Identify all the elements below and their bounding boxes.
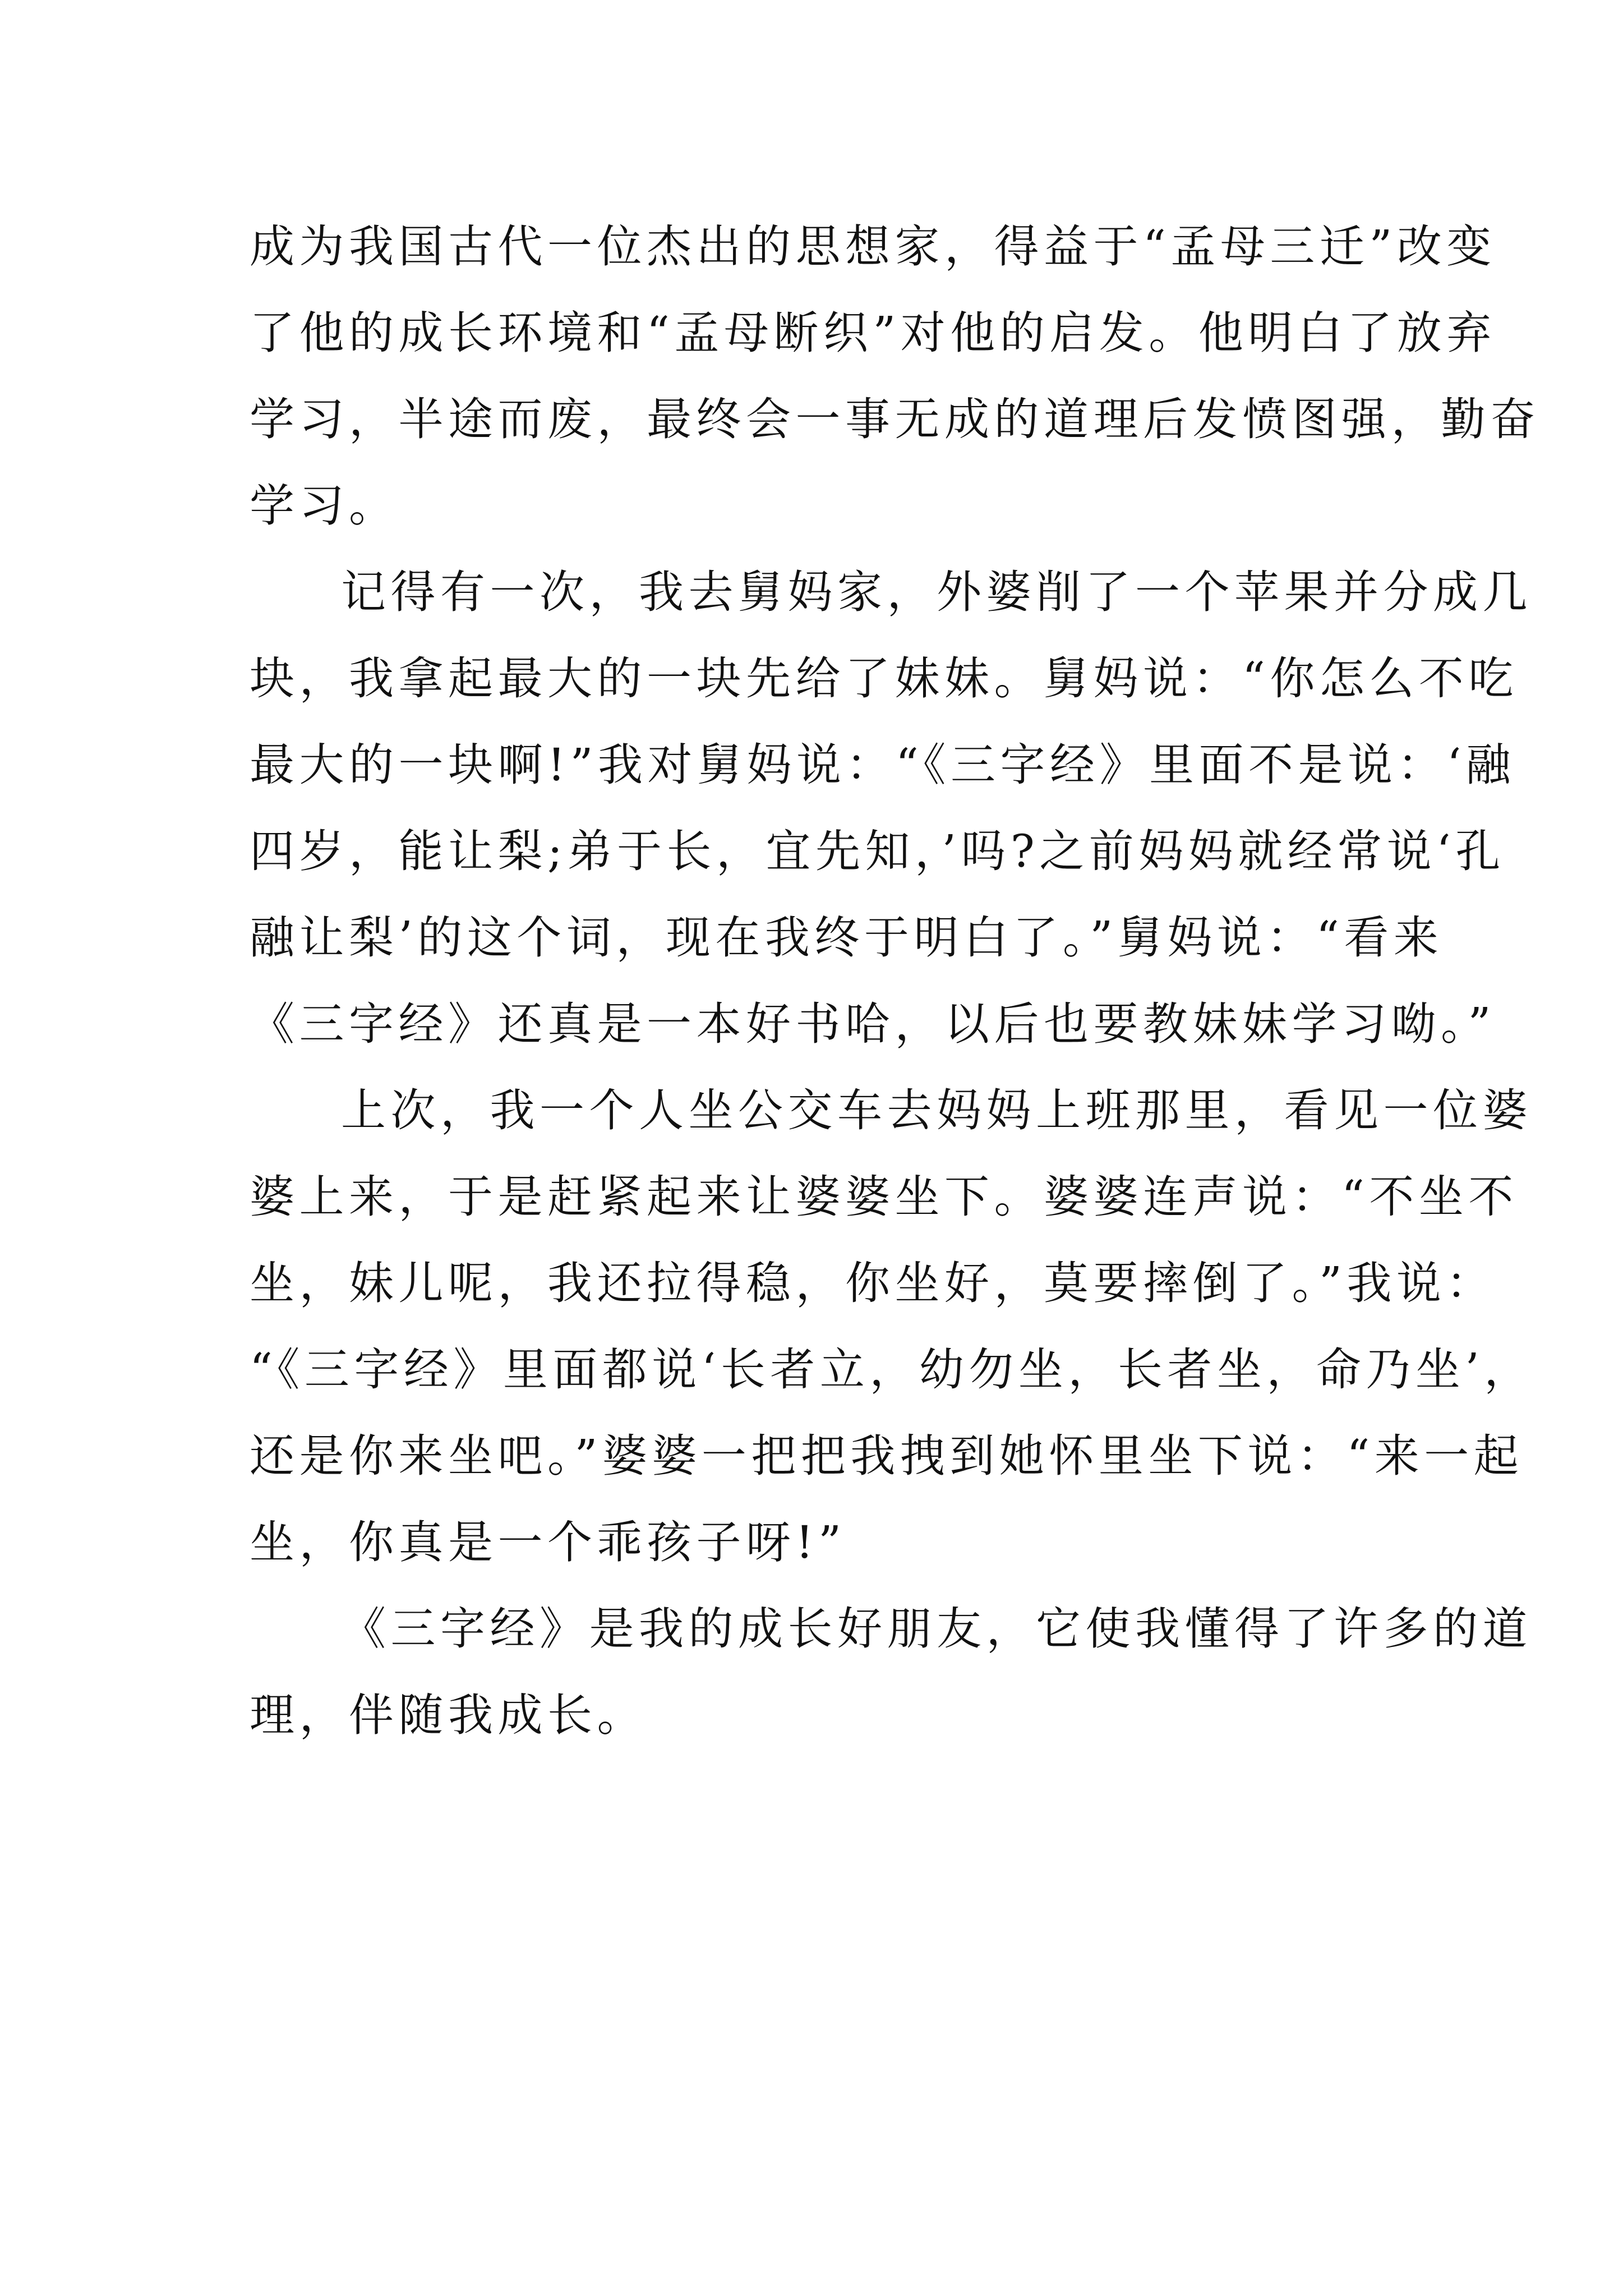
text-line-10: 《三字经》还真是一本好书哈，以后也要教妹妹学习呦。”: [250, 998, 1496, 1050]
text-line-4: 学习。: [250, 480, 399, 532]
text-line-6: 块，我拿起最大的一块先给了妹妹。舅妈说：“你怎么不吃: [250, 652, 1518, 705]
text-line-15: 还是你来坐吧。”婆婆一把把我拽到她怀里坐下说：“来一起: [250, 1430, 1524, 1482]
paragraph-start-line: 《三字经》是我的成长好朋友，它使我懂得了许多的道: [341, 1603, 1532, 1655]
paragraph-start-line: 上次，我一个人坐公交车去妈妈上班那里，看见一位婆: [341, 1084, 1532, 1137]
text-line-16: 坐，你真是一个乖孩子呀!”: [250, 1516, 846, 1568]
text-line-13: 坐，妹儿呢，我还拉得稳，你坐好，莫要摔倒了。”我说：: [250, 1257, 1496, 1309]
paragraph-start-line: 记得有一次，我去舅妈家，外婆削了一个苹果并分成几: [341, 566, 1532, 618]
text-line-14: “《三字经》里面都说‘长者立，幼勿坐，长者坐，命乃坐’，: [250, 1343, 1534, 1396]
text-line-2: 了他的成长环境和“孟母断织”对他的启发。他明白了放弃: [250, 307, 1496, 359]
text-line-7: 最大的一块啊!”我对舅妈说：“《三字经》里面不是说：‘融: [250, 739, 1516, 791]
text-line-8: 四岁，能让梨;弟于长，宜先知，’吗?之前妈妈就经常说‘孔: [250, 825, 1505, 877]
text-line-1: 成为我国古代一位杰出的思想家，得益于“孟母三迁”改变: [250, 220, 1496, 273]
text-line-12: 婆上来，于是赶紧起来让婆婆坐下。婆婆连声说：“不坐不: [250, 1171, 1518, 1223]
text-line-9: 融让梨’的这个词，现在我终于明白了。”舅妈说：“看来: [250, 912, 1444, 964]
text-line-18: 理，伴随我成长。: [250, 1689, 647, 1741]
text-line-3: 学习，半途而废，最终会一事无成的道理后发愤图强，勤奋: [250, 393, 1540, 445]
